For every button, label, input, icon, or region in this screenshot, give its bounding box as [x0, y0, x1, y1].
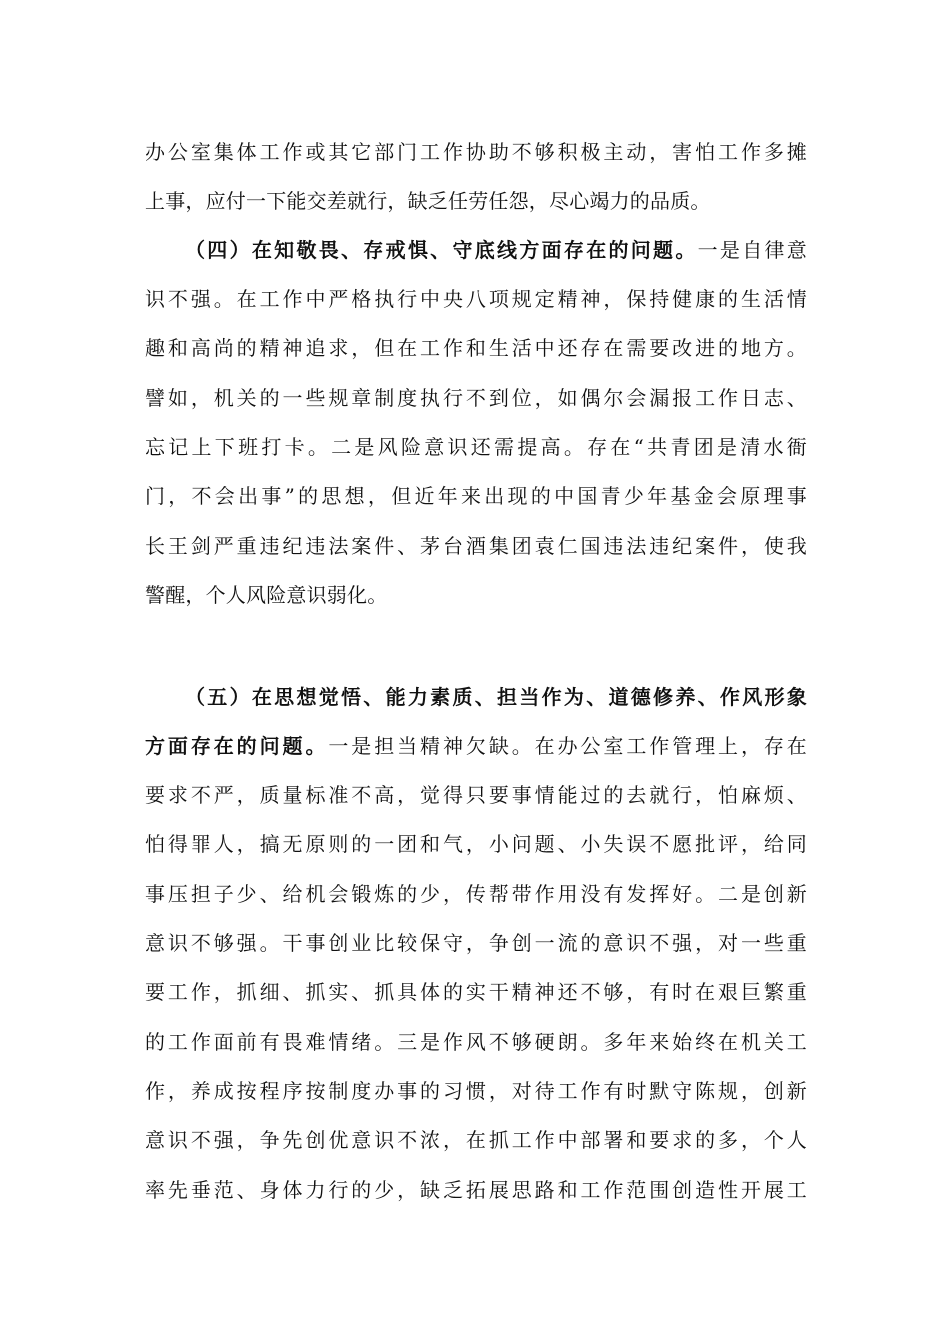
section-5-heading-line2 [145, 729, 807, 763]
paragraph-line: 长王剑严重违纪违法案件、茅台酒集团袁仁国违法违纪案件，使我 [145, 534, 807, 558]
paragraph-line: 要求不严，质量标准不高，觉得只要事情能过的去就行，怕麻烦、 [145, 783, 807, 807]
paragraph-line: 怕得罪人，搞无原则的一团和气，小问题、小失误不愿批评，给同 [145, 832, 807, 856]
section-5-heading-rest: 一是担当精神欠缺。在办公室工作管理上，存在 [328, 734, 807, 758]
paragraph-line: 的工作面前有畏难情绪。三是作风不够硬朗。多年来始终在机关工 [145, 1030, 807, 1054]
paragraph-line: 门，不会出事”的思想，但近年来出现的中国青少年基金会原理事 [145, 484, 807, 508]
paragraph-line: 忘记上下班打卡。二是风险意识还需提高。存在“共青团是清水衙 [145, 435, 807, 459]
paragraph-line: 率先垂范、身体力行的少，缺乏拓展思路和工作范围创造性开展工 [145, 1178, 807, 1202]
section-5-heading: （五）在思想觉悟、能力素质、担当作为、道德修养、作风形象 [185, 685, 807, 709]
paragraph-line: 意识不够强。干事创业比较保守，争创一流的意识不强，对一些重 [145, 931, 807, 955]
section-4-heading-rest: 一是自律意 [697, 238, 807, 262]
paragraph-line: 上事，应付一下能交差就行，缺乏任劳任怨，尽心竭力的品质。 [145, 189, 711, 213]
paragraph-line: 作，养成按程序按制度办事的习惯，对待工作有时默守陈规，创新 [145, 1079, 807, 1103]
section-5-heading-tail: 方面存在的问题。 [145, 734, 329, 758]
paragraph-line: 警醒，个人风险意识弱化。 [145, 583, 388, 607]
paragraph-line: 办公室集体工作或其它部门工作协助不够积极主动，害怕工作多摊 [145, 140, 807, 164]
paragraph-line: 识不强。在工作中严格执行中央八项规定精神，保持健康的生活情 [145, 287, 807, 311]
paragraph-line: 意识不强，争先创优意识不浓，在抓工作中部署和要求的多，个人 [145, 1128, 807, 1152]
paragraph-line: 要工作，抓细、抓实、抓具体的实干精神还不够，有时在艰巨繁重 [145, 980, 807, 1004]
paragraph-line: 趣和高尚的精神追求，但在工作和生活中还存在需要改进的地方。 [145, 336, 807, 360]
section-4-heading: （四）在知敬畏、存戒惧、守底线方面存在的问题。 [185, 238, 698, 262]
paragraph-line: 事压担子少、给机会锻炼的少，传帮带作用没有发挥好。二是创新 [145, 882, 807, 906]
section-4-heading-line [185, 233, 807, 267]
paragraph-line: 譬如，机关的一些规章制度执行不到位，如偶尔会漏报工作日志、 [145, 386, 807, 410]
